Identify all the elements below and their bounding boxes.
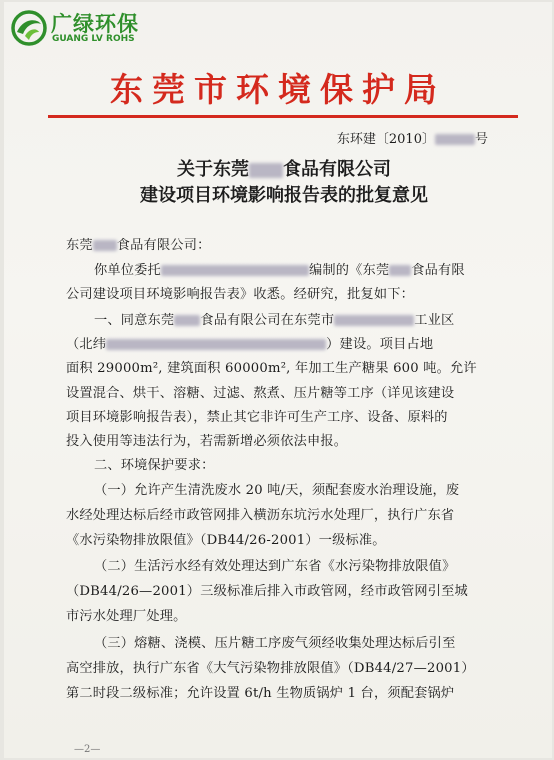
paragraph-line: 项目环境影响报告表），禁止其它非许可生产工序、设备、原料的	[66, 410, 448, 425]
logo-name-cn: 广绿环保	[51, 12, 139, 36]
issuer-heading: 东莞市环境保护局	[110, 70, 446, 109]
redacted-company-name	[389, 265, 411, 276]
paragraph-line: 市污水处理厂处理。	[66, 609, 187, 624]
addressee	[66, 234, 211, 253]
text-span: 一、同意东莞	[94, 313, 175, 328]
paragraph-line: （二）生活污水经有效处理达到广东省《水污染物排放限值》	[94, 559, 456, 574]
paragraph-line: 公司建设项目环境影响报告表》收悉。经研究，批复如下：	[66, 287, 415, 302]
leaf-swirl-icon	[11, 10, 47, 46]
company-logo	[11, 8, 161, 48]
paragraph-line	[94, 309, 454, 328]
paragraph-line: （一）允许产生清洗废水 20 吨/天，须配套废水治理设施，废	[94, 483, 460, 498]
paragraph-line: 高空排放，执行广东省《大气污染物排放限值》（DB44/27—2001）	[66, 661, 475, 676]
text-span: （北纬	[66, 337, 107, 352]
document-title-line1	[44, 155, 524, 181]
paragraph-line	[66, 333, 433, 352]
redacted-doc-number	[435, 134, 475, 145]
red-header-rule	[48, 115, 518, 118]
paragraph-line: 投入使用等违法行为，若需新增必须依法申报。	[66, 434, 348, 449]
text-span: 你单位委托	[94, 263, 161, 278]
addressee-text-b: 食品有限公司：	[116, 238, 211, 253]
paragraph-line: 水经处理达标后经市政管网排入横沥东坑污水处理厂，执行广东省	[66, 508, 455, 523]
redacted-company-name	[249, 163, 283, 178]
text-span: 编制的《东莞	[308, 263, 390, 278]
text-span: 食品有限	[411, 263, 465, 278]
redacted-company-name	[93, 240, 117, 251]
title-text-b: 食品有限公司	[283, 159, 391, 180]
text-span: ）建设。项目占地	[326, 337, 434, 352]
doc-number-suffix: 号	[474, 132, 488, 147]
document-title-line2: 建设项目环境影响报告表的批复意见	[140, 185, 428, 206]
paragraph-line: 设置混合、烘干、溶糖、过滤、熬煮、压片糖等工序（详见该建设	[66, 386, 455, 401]
paragraph-line	[94, 259, 465, 278]
document-page	[4, 2, 552, 758]
redacted-company-name	[174, 315, 200, 326]
paragraph-line: （三）熔糖、浇模、压片糖工序废气须经收集处理达标后引至	[94, 636, 456, 651]
paragraph-line: 第二时段二级标准；允许设置 6t/h 生物质锅炉 1 台，须配套锅炉	[66, 686, 455, 701]
page-number: —2—	[74, 744, 101, 755]
redacted-consultant-name	[161, 265, 309, 276]
redacted-location	[334, 315, 414, 326]
section-heading: 二、环境保护要求：	[94, 458, 215, 473]
addressee-text-a: 东莞	[66, 238, 93, 253]
title-text-a: 关于东莞	[177, 159, 249, 180]
doc-number-prefix: 东环建〔2010〕	[336, 132, 435, 147]
text-span: 工业区	[414, 313, 455, 328]
redacted-coordinates	[106, 339, 326, 350]
document-number	[337, 128, 488, 147]
text-span: 食品有限公司在东莞市	[200, 313, 335, 328]
logo-name-en: GUANG LV ROHS	[52, 34, 135, 44]
paragraph-line: 面积 29000m², 建筑面积 60000m², 年加工生产糖果 600 吨。允许	[66, 361, 477, 376]
paragraph-line: （DB44/26—2001）三级标准后排入市政管网，经市政管网引至城	[66, 584, 468, 599]
paragraph-line: 《水污染物排放限值》（DB44/26-2001）一级标准。	[66, 533, 386, 548]
